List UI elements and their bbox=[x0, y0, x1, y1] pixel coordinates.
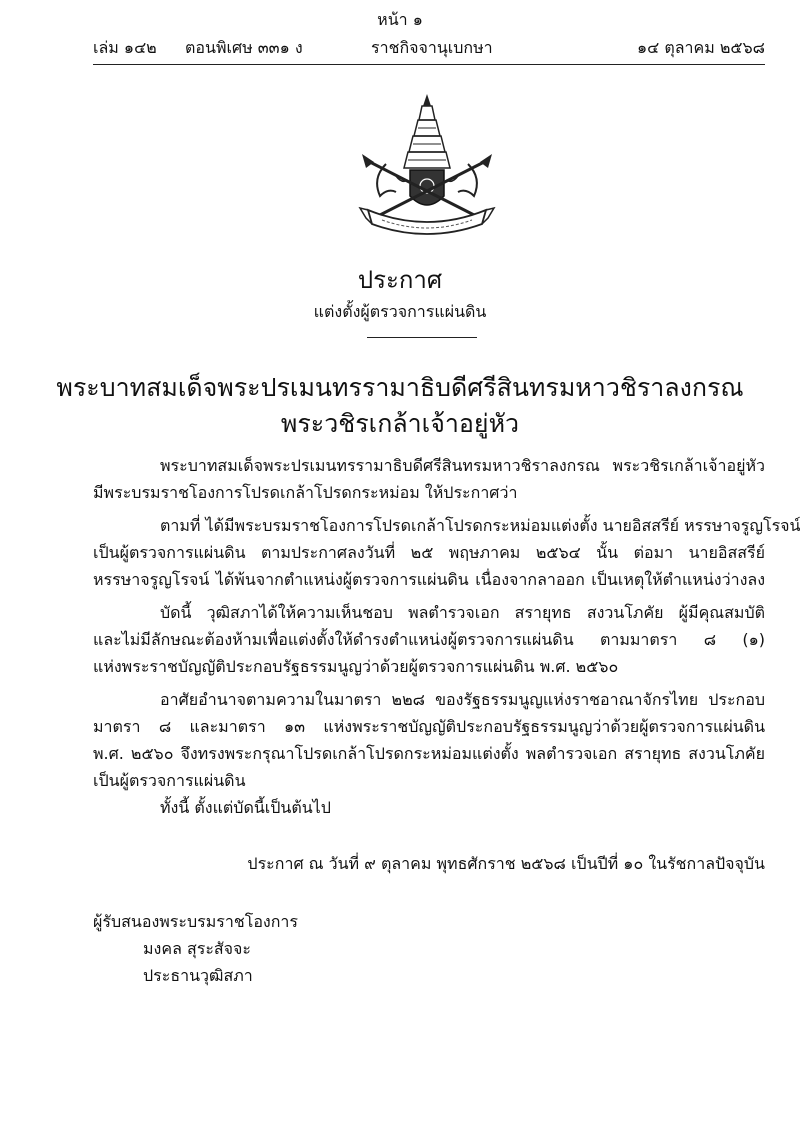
document-subtitle: แต่งตั้งผู้ตรวจการแผ่นดิน bbox=[313, 302, 487, 321]
paragraph-line: ตามที่ ได้มีพระบรมราชโองการโปรดเกล้าโปรดกระหม่อมแต่งตั้ง นายอิสสรีย์ หรรษาจรูญโรจน์ bbox=[160, 516, 800, 535]
document-title: ประกาศ bbox=[357, 266, 443, 294]
paragraph-line: เป็นผู้ตรวจการแผ่นดิน ตามประกาศลงวันที่ ๒๕ พฤษภาคม ๒๕๖๔ นั้น ต่อมา นายอิสสรีย์ bbox=[93, 543, 765, 562]
paragraph-line: หรรษาจรูญโรจน์ ได้พ้นจากตำแหน่งผู้ตรวจการแผ่นดิน เนื่องจากลาออก เป็นเหตุให้ตำแหน่งว่างลง bbox=[93, 570, 765, 589]
royal-garuda-emblem-icon bbox=[352, 92, 502, 242]
paragraph-line: พ.ศ. ๒๕๖๐ จึงทรงพระกรุณาโปรดเกล้าโปรดกระหม่อมแต่งตั้ง พลตำรวจเอก สรายุทธ สงวนโภคัย bbox=[93, 744, 765, 763]
page-number: หน้า ๑ bbox=[377, 10, 423, 29]
gazette-header bbox=[93, 36, 765, 60]
paragraph-line: มีพระบรมราชโองการโปรดเกล้าโปรดกระหม่อม ให้ประกาศว่า bbox=[93, 483, 518, 502]
volume-number: เล่ม ๑๔๒ bbox=[93, 38, 157, 57]
header-divider bbox=[93, 64, 765, 65]
paragraph-line: อาศัยอำนาจตามความในมาตรา ๒๒๘ ของรัฐธรรมนูญแห่งราชอาณาจักรไทย ประกอบ bbox=[160, 690, 765, 709]
paragraph-line: พระบาทสมเด็จพระปรเมนทรรามาธิบดีศรีสินทรมหาวชิราลงกรณ พระวชิรเกล้าเจ้าอยู่หัว bbox=[160, 456, 765, 475]
paragraph-line: มาตรา ๘ และมาตรา ๑๓ แห่งพระราชบัญญัติประกอบรัฐธรรมนูญว่าด้วยผู้ตรวจการแผ่นดิน bbox=[93, 717, 765, 736]
paragraph-line: แห่งพระราชบัญญัติประกอบรัฐธรรมนูญว่าด้วยผู้ตรวจการแผ่นดิน พ.ศ. ๒๕๖๐ bbox=[93, 657, 619, 676]
signatory-name: มงคล สุระสัจจะ bbox=[143, 939, 252, 958]
king-name-line: พระบาทสมเด็จพระปรเมนทรรามาธิบดีศรีสินทรมหาวชิราลงกรณ bbox=[56, 373, 744, 402]
proclamation-date: ประกาศ ณ วันที่ ๙ ตุลาคม พุทธศักราช ๒๕๖๘ เป็นปีที่ ๑๐ ในรัชกาลปัจจุบัน bbox=[247, 854, 765, 873]
paragraph-line: ทั้งนี้ ตั้งแต่บัดนี้เป็นต้นไป bbox=[160, 798, 331, 817]
countersign-label: ผู้รับสนองพระบรมราชโองการ bbox=[93, 912, 298, 931]
paragraph-line: เป็นผู้ตรวจการแผ่นดิน bbox=[93, 771, 246, 790]
gazette-name: ราชกิจจานุเบกษา bbox=[371, 38, 493, 57]
paragraph-line: และไม่มีลักษณะต้องห้ามเพื่อแต่งตั้งให้ดำรงตำแหน่งผู้ตรวจการแผ่นดิน ตามมาตรา ๘ (๑) bbox=[93, 630, 765, 649]
gazette-date: ๑๔ ตุลาคม ๒๕๖๘ bbox=[636, 38, 765, 57]
king-name-line: พระวชิรเกล้าเจ้าอยู่หัว bbox=[280, 409, 520, 438]
title-divider bbox=[367, 337, 477, 338]
section-number: ตอนพิเศษ ๓๓๑ ง bbox=[185, 38, 303, 57]
signatory-position: ประธานวุฒิสภา bbox=[143, 966, 253, 985]
paragraph-line: บัดนี้ วุฒิสภาได้ให้ความเห็นชอบ พลตำรวจเอก สรายุทธ สงวนโภคัย ผู้มีคุณสมบัติ bbox=[160, 603, 765, 622]
